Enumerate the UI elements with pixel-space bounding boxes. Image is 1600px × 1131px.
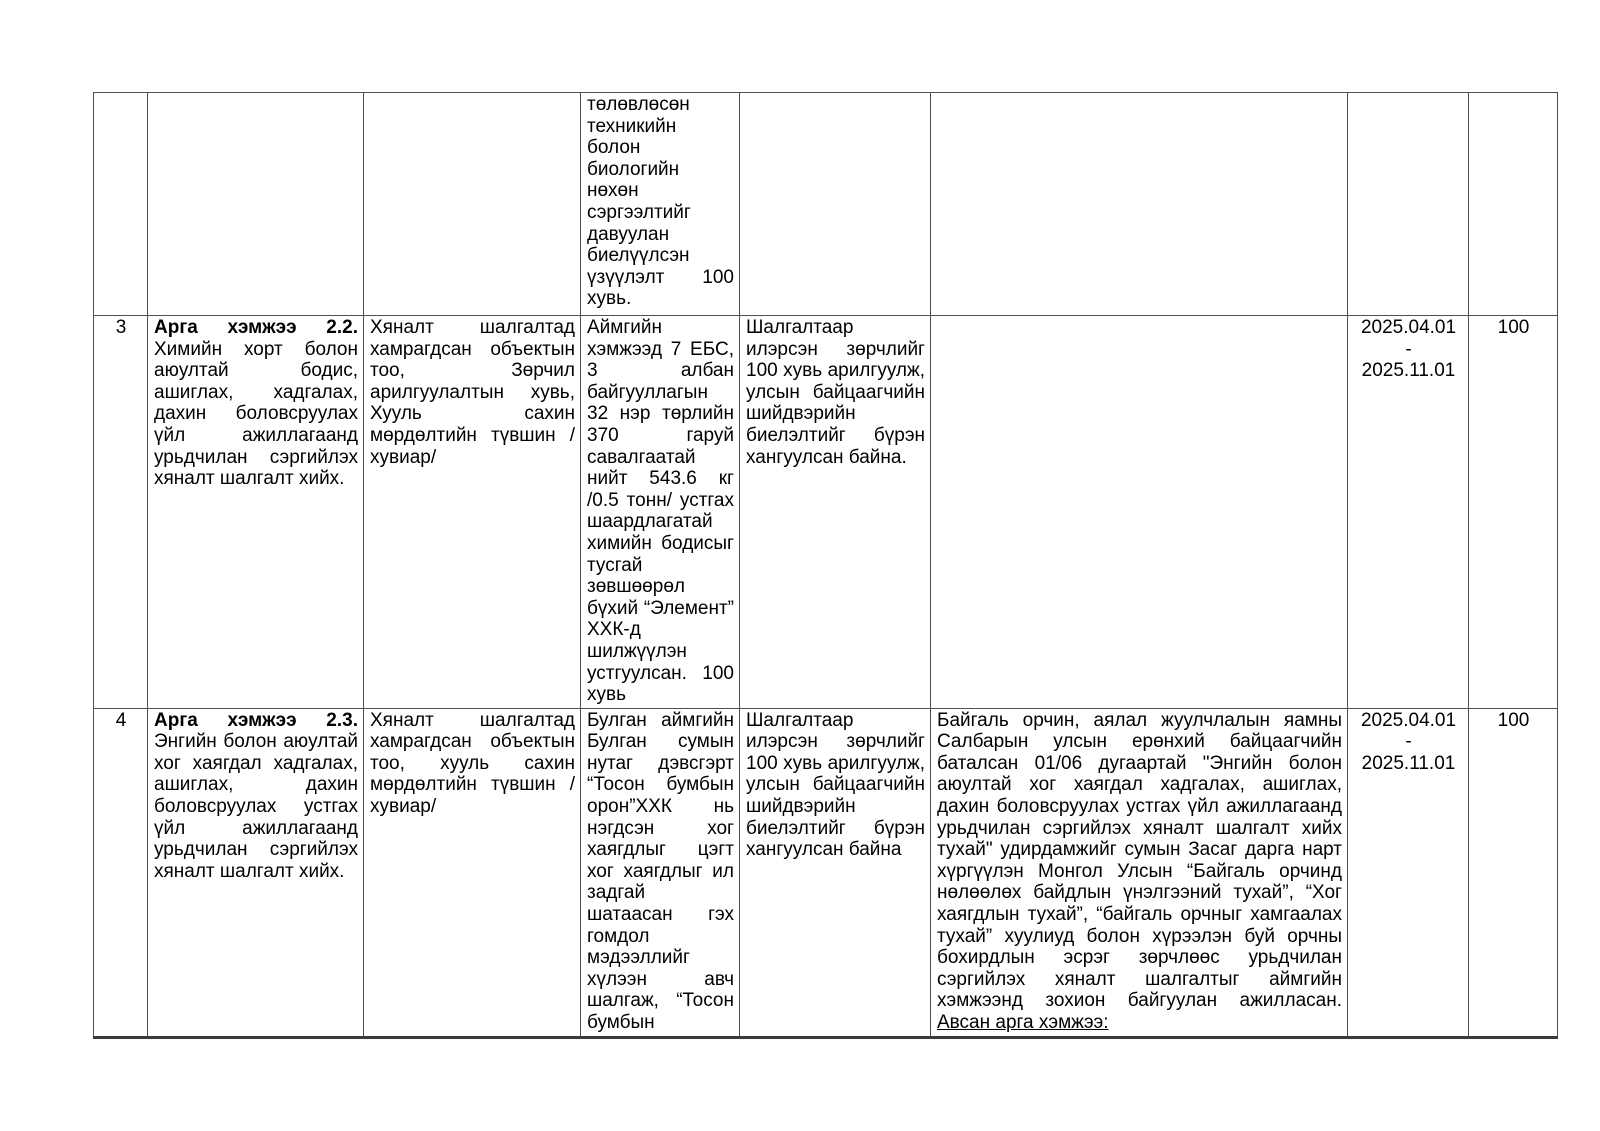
period-end: 2025.11.01 [1361,752,1456,774]
justification-text: Байгаль орчин, аялал жуулчлалын яамны Салбарын улсын ерөнхий байцаагчийн баталсан 01/06 дугаартай "Энгийн болон аюултай хог хаягдал хадгалах, ашиглах, дахин боловсруулах устгах үйл ажиллагаанд урьдчилан сэргийлэх хяналт шалгалт хийх тухай" удирдамжийг сумын Засаг дарга нарт хүргүүлэн Монгол Улсын “Байгаль орчинд нөлөөлөх байдлын үнэлгээний тухай”, “Хог хаягдлын тухай”, “байгаль орчныг хамгаалах тухай” хуулиуд болон хүрээлэн буй орчны бохирдлын эсрэг зөрчлөөс урьдчилан сэргийлэх хяналт шалгалтыг аймгийн хэмжээнд зохион байгуулан ажилласан. [937,709,1342,1012]
table-row [94,316,1558,709]
activity-cell [148,708,364,1037]
criteria-text: Хяналт шалгалтад хамрагдсан объектын тоо, Зөрчил арилгуулалтын хувь, Хууль сахин мөрдөлтийн түвшин /хувиар/ [370,317,575,468]
table-row-continuation [94,93,1558,316]
row-number: 4 [115,709,127,731]
justification-cell [931,316,1348,709]
score-cell [1469,93,1558,316]
table-row [94,708,1558,1037]
criteria-cell [364,93,581,316]
row-number-cell [94,708,148,1037]
justification-cell [931,93,1348,316]
result-text: Аймгийн хэмжээд 7 ЕБС, 3 албан байгууллагын 32 нэр төрлийн 370 гаруй савалгаатай нийт 543.6 кг /0.5 тонн/ устгах шаардлагатай химийн бодисыг тусгай зөвшөөрөл бүхий “Элемент” ХХК-д шилжүүлэн устгуулсан. 100 хувь [587,317,734,706]
activity-title: Арга хэмжээ 2.2. [154,317,358,338]
score-value: 100 [1497,709,1530,731]
justification-cell [931,708,1348,1037]
activity-body: Энгийн болон аюултай хог хаягдал хадгалах, ашиглах, дахин боловсруулах устгах үйл ажиллагаанд урьдчилан сэргийлэх хяналт шалгалт хийх. [154,731,358,882]
period-separator: - [1405,338,1412,360]
period-end: 2025.11.01 [1361,360,1456,382]
row-number: 3 [115,317,127,338]
activity-title: Арга хэмжээ 2.3. [154,709,358,731]
violation-resolution-text: Шалгалтаар илэрсэн зөрчлийг 100 хувь арилгуулж, улсын байцаагчийн шийдвэрийн биелэлтийг бүрэн хангуулсан байна. [746,317,925,468]
row-number-cell [94,316,148,709]
period-start: 2025.04.01 [1360,317,1457,338]
violation-resolution-cell [740,316,931,709]
activity-cell [148,316,364,709]
violation-resolution-cell [740,708,931,1037]
criteria-cell [364,316,581,709]
result-cell [581,93,740,316]
violation-resolution-text: Шалгалтаар илэрсэн зөрчлийг 100 хувь арилгуулж, улсын байцаагчийн шийдвэрийн биелэлтийг бүрэн хангуулсан байна [746,709,925,861]
activity-body: Химийн хорт болон аюултай бодис, ашиглах, хадгалах, дахин боловсруулах үйл ажиллагаанд урьдчилан сэргийлэх хяналт шалгалт хийх. [154,338,358,490]
activity-cell [148,93,364,316]
violation-resolution-cell [740,93,931,316]
score-value: 100 [1497,317,1530,338]
period-separator: - [1405,731,1412,753]
score-cell [1469,708,1558,1037]
justification-note: Авсан арга хэмжээ: [937,1012,1109,1033]
result-text: Булган аймгийн Булган сумын нутаг дэвсгэрт “Тосон бумбын орон”ХХК нь нэгдсэн хог хаягдлыг цэгт хог хаягдлыг ил задгай шатаасан гэх гомдол мэдээллийг хүлээн авч шалгаж, “Тосон бумбын [587,709,734,1033]
score-cell [1469,316,1558,709]
result-text: төлөвлөсөн техникийн болон биологийн нөхөн сэргээлтийг давуулан биелүүлсэн үзүүлэлт 100 хувь. [587,94,734,310]
row-number-cell [94,93,148,316]
period-start: 2025.04.01 [1360,709,1457,731]
period-cell [1348,316,1469,709]
criteria-text: Хяналт шалгалтад хамрагдсан объектын тоо, хууль сахин мөрдөлтийн түвшин /хувиар/ [370,709,575,818]
period-cell [1348,93,1469,316]
report-table [93,92,1558,1039]
period-cell [1348,708,1469,1037]
activity-text [154,710,358,883]
result-cell [581,708,740,1037]
activity-text [154,317,358,490]
result-cell [581,316,740,709]
criteria-cell [364,708,581,1037]
